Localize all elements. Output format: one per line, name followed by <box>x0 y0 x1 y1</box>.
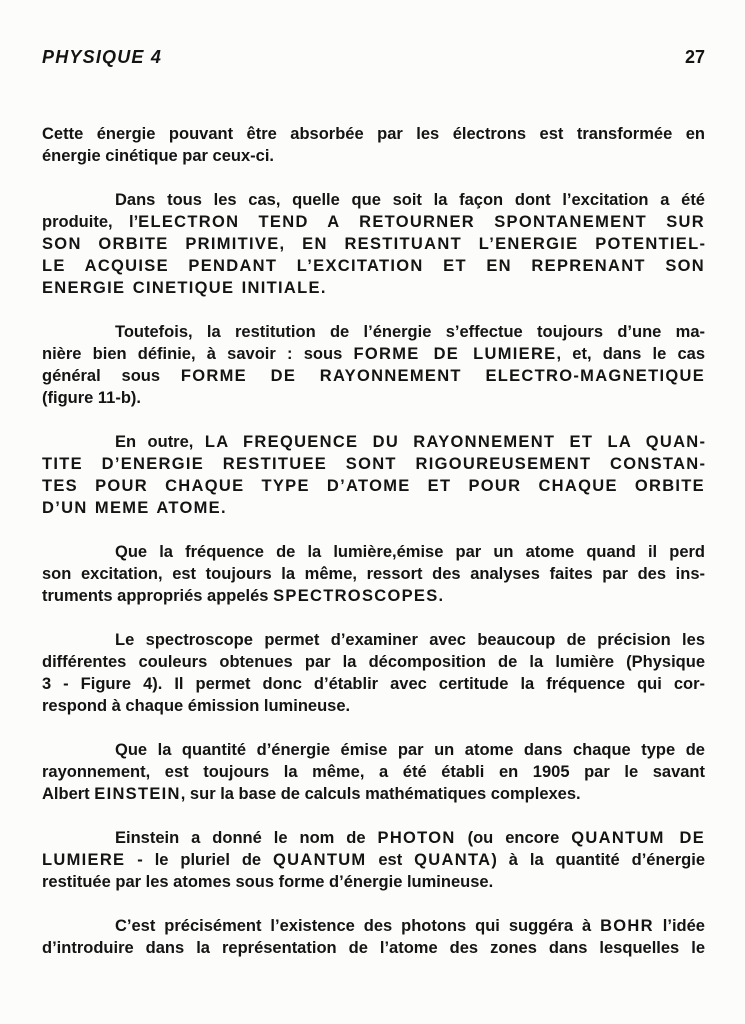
text-line: restituée par les atomes sous forme d’énergie lumineuse. <box>42 873 494 891</box>
paragraph <box>42 915 705 959</box>
text-line: Albert EINSTEIN, sur la base de calculs mathématiques complexes. <box>42 785 581 803</box>
document-body <box>42 123 705 959</box>
text-line: différentes couleurs obtenues par la décomposition de la lumière (Physique <box>42 653 705 671</box>
text-line: SON ORBITE PRIMITIVE, EN RESTITUANT L’ENERGIE POTENTIEL- <box>42 235 705 253</box>
page-title: PHYSIQUE 4 <box>42 47 163 67</box>
text-line: Que la fréquence de la lumière,émise par un atome quand il perd <box>115 543 705 561</box>
text-line: rayonnement, est toujours la même, a été établi en 1905 par le savant <box>42 763 705 781</box>
paragraph <box>42 431 705 519</box>
paragraph <box>42 541 705 607</box>
page-header <box>42 47 705 67</box>
text-line: énergie cinétique par ceux-ci. <box>42 147 274 165</box>
text-line: son excitation, est toujours la même, ressort des analyses faites par des ins- <box>42 565 705 583</box>
text-line: LE ACQUISE PENDANT L’EXCITATION ET EN REPRENANT SON <box>42 257 705 275</box>
text-line: général sous FORME DE RAYONNEMENT ELECTRO-MAGNETIQUE <box>42 367 706 385</box>
text-line: LUMIERE - le pluriel de QUANTUM est QUANTA) à la quantité d’énergie <box>42 851 705 869</box>
paragraph <box>42 123 705 167</box>
paragraph <box>42 629 705 717</box>
paragraph <box>42 739 705 805</box>
paragraph <box>42 321 705 409</box>
page-number: 27 <box>684 47 705 67</box>
text-line: Dans tous les cas, quelle que soit la façon dont l’excitation a été <box>115 191 705 209</box>
text-line: d’introduire dans la représentation de l’atome des zones dans lesquelles le <box>42 939 705 957</box>
text-line: ENERGIE CINETIQUE INITIALE. <box>42 279 326 297</box>
text-line: Toutefois, la restitution de l’énergie s’effectue toujours d’une ma- <box>115 323 705 341</box>
text-line: Einstein a donné le nom de PHOTON (ou encore QUANTUM DE <box>115 829 705 847</box>
text-line: truments appropriés appelés SPECTROSCOPES. <box>42 587 444 605</box>
paragraph <box>42 827 705 893</box>
text-line: produite, l’ELECTRON TEND A RETOURNER SPONTANEMENT SUR <box>42 213 705 231</box>
text-line: Le spectroscope permet d’examiner avec beaucoup de précision les <box>115 631 705 649</box>
text-line: Cette énergie pouvant être absorbée par les électrons est transformée en <box>42 125 705 143</box>
text-line: nière bien définie, à savoir : sous FORME DE LUMIERE, et, dans le cas <box>42 345 705 363</box>
text-line: respond à chaque émission lumineuse. <box>42 697 351 715</box>
text-line: TITE D’ENERGIE RESTITUEE SONT RIGOUREUSEMENT CONSTAN- <box>42 455 705 473</box>
text-line: (figure 11-b). <box>42 389 142 407</box>
text-line: En outre, LA FREQUENCE DU RAYONNEMENT ET LA QUAN- <box>115 433 706 451</box>
paragraph <box>42 189 705 299</box>
text-line: Que la quantité d’énergie émise par un atome dans chaque type de <box>115 741 705 759</box>
text-line: 3 - Figure 4). Il permet donc d’établir avec certitude la fréquence qui cor- <box>42 675 705 693</box>
text-line: TES POUR CHAQUE TYPE D’ATOME ET POUR CHAQUE ORBITE <box>42 477 705 495</box>
text-line: C’est précisément l’existence des photons qui suggéra à BOHR l’idée <box>115 917 705 935</box>
text-line: D’UN MEME ATOME. <box>42 499 226 517</box>
